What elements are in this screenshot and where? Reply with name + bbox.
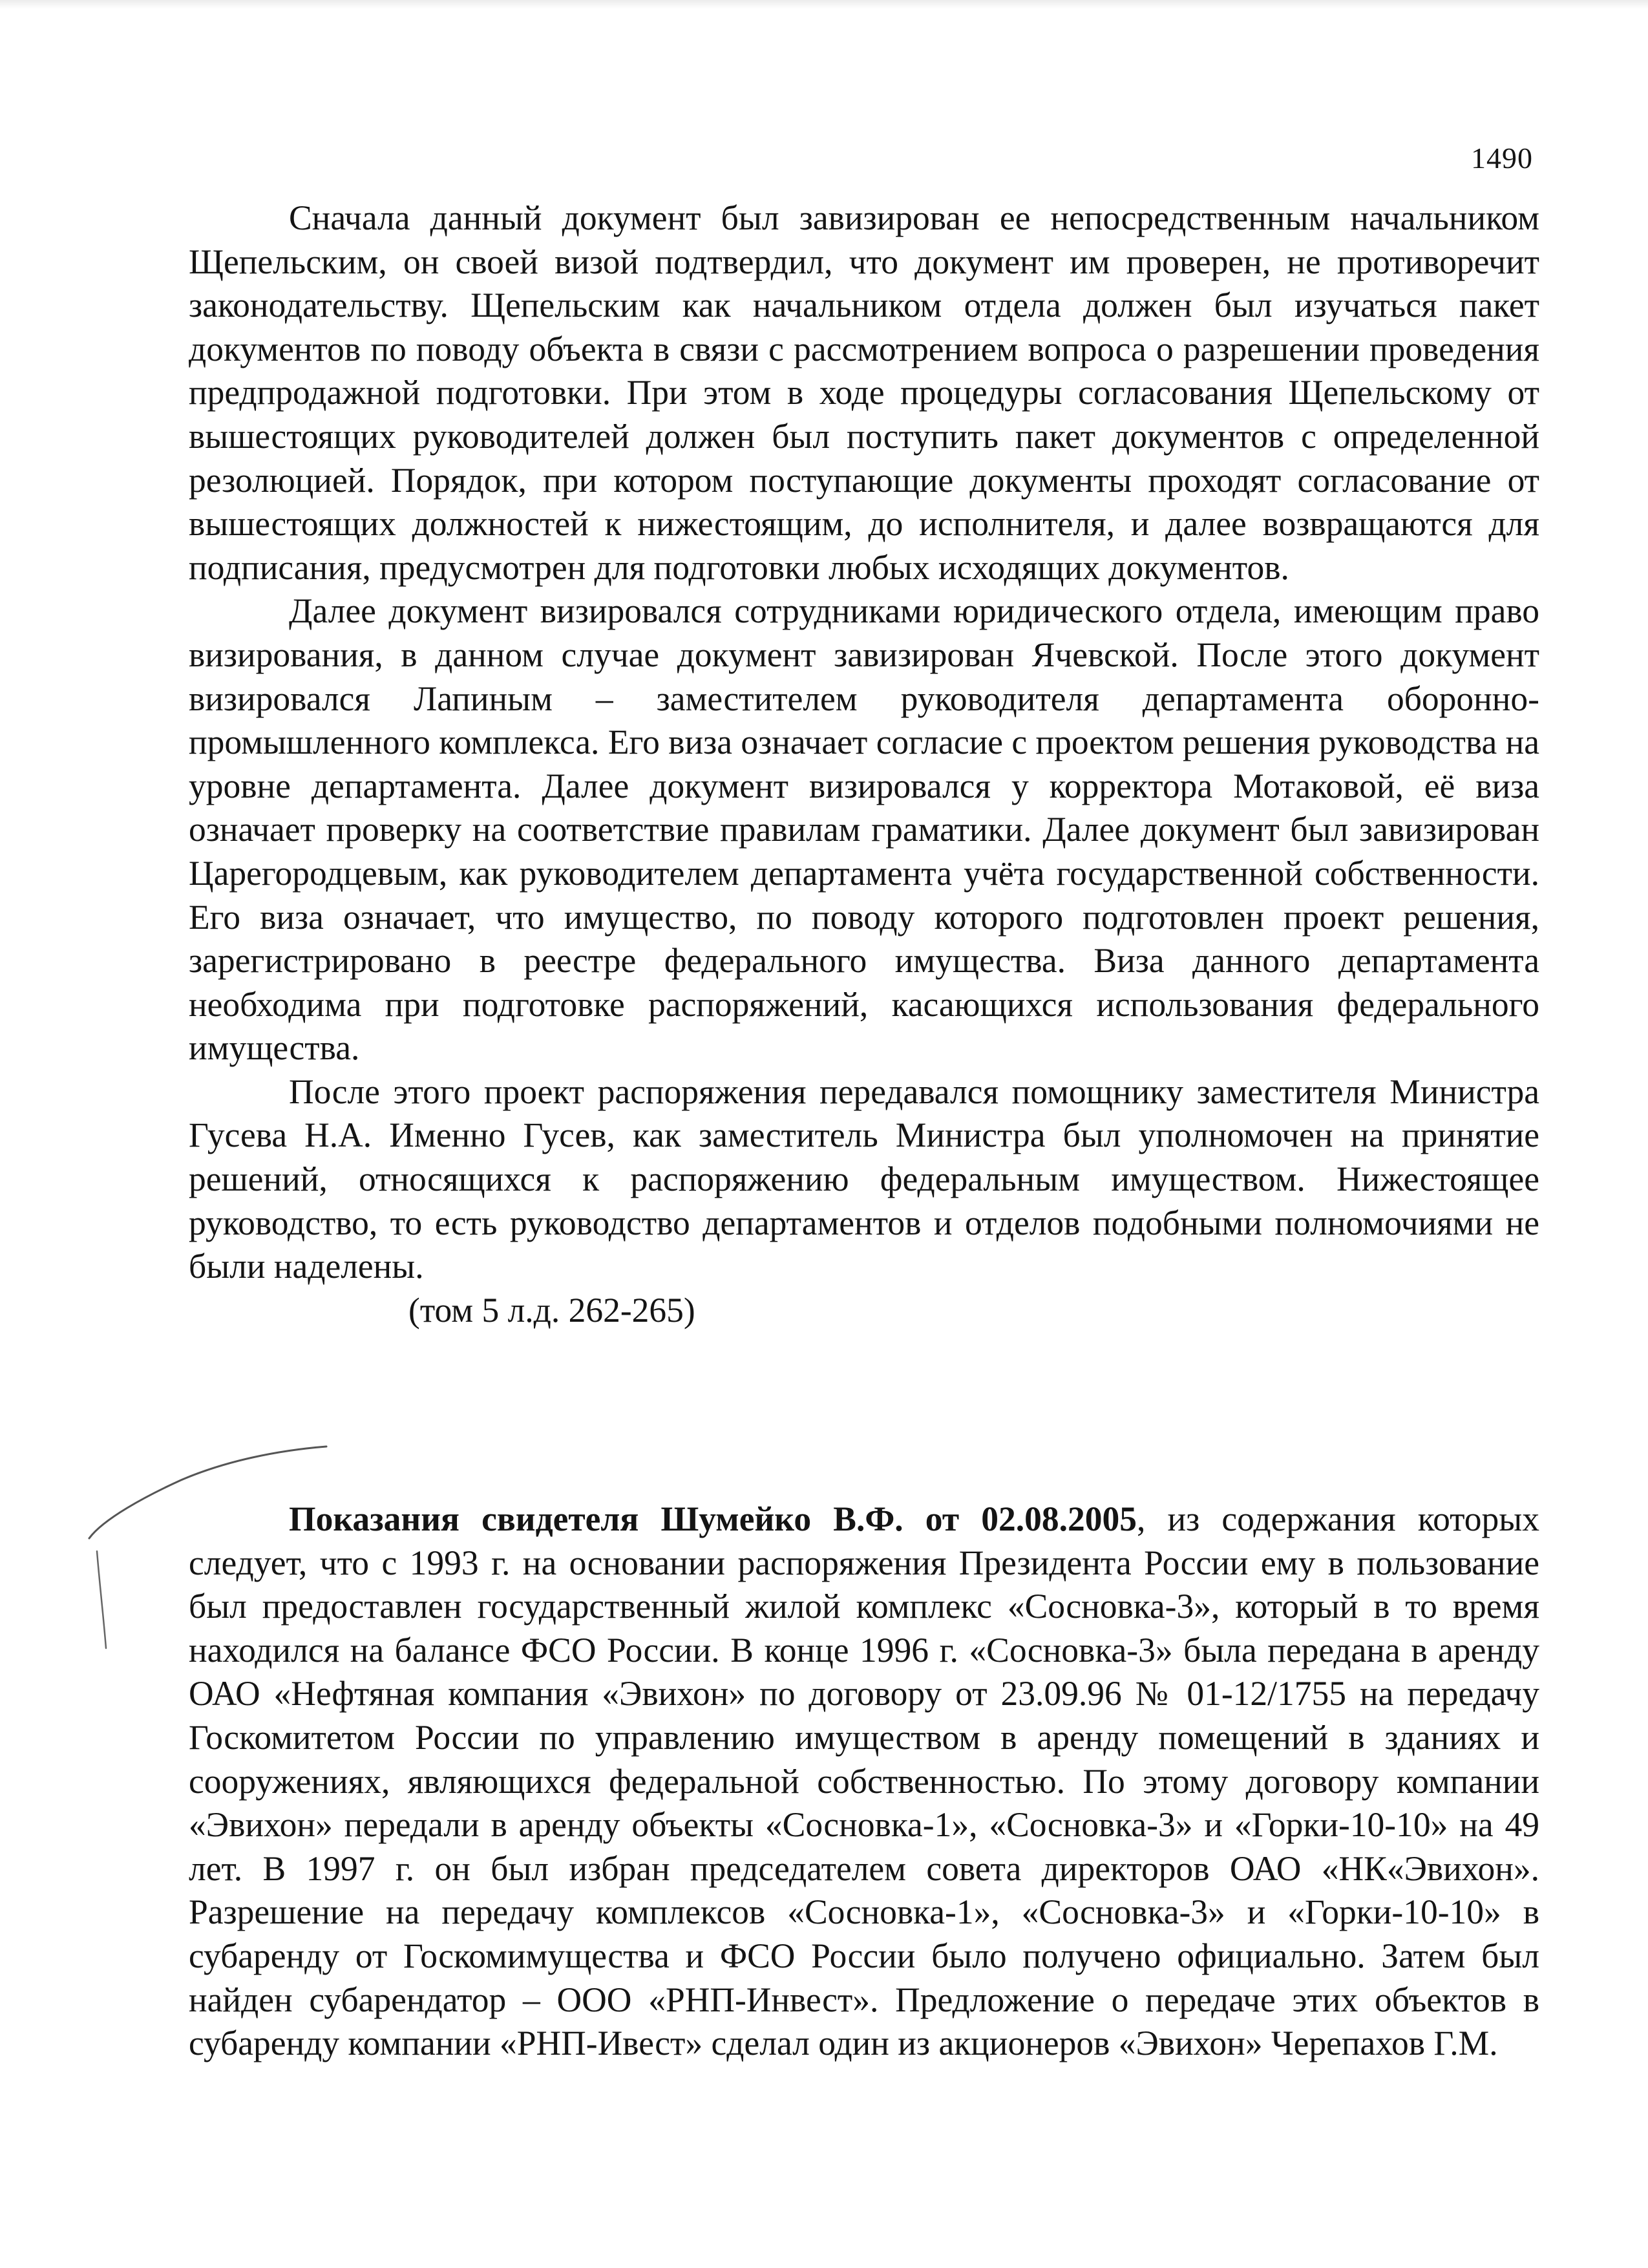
testimony-heading: Показания свидетеля Шумейко В.Ф. от 02.08.2005 — [289, 1500, 1137, 1538]
document-body-top — [189, 196, 1539, 1332]
document-body-bottom — [189, 1498, 1539, 2066]
paragraph-1: Сначала данный документ был завизирован ее непосредственным начальником Щепельским, он своей визой подтвердил, что документ им проверен, не противоречит законодательству. Щепельским как начальником отдела должен был изучаться пакет документов по поводу объекта в связи с рассмотрением вопроса о разрешении проведения предпродажной подготовки. При этом в ходе процедуры согласования Щепельскому от вышестоящих руководителей должен был поступить пакет документов с определенной резолюцией. Порядок, при котором поступающие документы проходят согласование от вышестоящих должностей к нижестоящим, до исполнителя, и далее возвращаются для подписания, предусмотрен для подготовки любых исходящих документов. — [189, 198, 1539, 587]
scan-edge — [0, 0, 1648, 9]
page-number: 1490 — [1471, 142, 1533, 175]
paragraph-2: Далее документ визировался сотрудниками юридического отдела, имеющим право визирования, в данном случае документ завизирован Ячевской. После этого документ визировался Лапиным – заместителем руководителя департамента оборонно-промышленного комплекса. Его виза означает согласие с проектом решения руководства на уровне департамента. Далее документ визировался у корректора Мотаковой, её виза означает проверку на соответствие правилам граматики. Далее документ был завизирован Царегородцевым, как руководителем департамента учёта государственной собственности. Его виза означает, что имущество, по поводу которого подготовлен проект решения, зарегистрировано в реестре федерального имущества. Виза данного департамента необходима при подготовке распоряжений, касающихся использования федерального имущества. — [189, 591, 1539, 1068]
volume-reference: (том 5 л.д. 262-265) — [408, 1290, 695, 1330]
paragraph-3: После этого проект распоряжения передавался помощнику заместителя Министра Гусева Н.А. Именно Гусев, как заместитель Министра был уполномочен на принятие решений, относящихся к распоряжению федеральным имуществом. Нижестоящее руководство, то есть руководство департаментов и отделов подобными полномочиями не были наделены. — [189, 1072, 1539, 1286]
testimony-body: , из содержания которых следует, что с 1993 г. на основании распоряжения Президента России ему в пользование был предоставлен государственный жилой комплекс «Сосновка-3», который в то время находился на балансе ФСО России. В конце 1996 г. «Сосновка-3» была передана в аренду ОАО «Нефтяная компания «Эвихон» по договору от 23.09.96 № 01-12/1755 на передачу Госкомитетом России по управлению имуществом в аренду помещений в зданиях и сооружениях, являющихся федеральной собственностью. По этому договору компании «Эвихон» передали в аренду объекты «Сосновка-1», «Сосновка-3» и «Горки-10-10» на 49 лет. В 1997 г. он был избран председателем совета директоров ОАО «НК«Эвихон». Разрешение на передачу комплексов «Сосновка-1», «Сосновка-3» и «Горки-10-10» в субаренду от Госкомимущества и ФСО России было получено официально. Затем был найден субарендатор – ООО «РНП-Инвест». Предложение о передаче этих объектов в субаренду компании «РНП-Ивест» сделал один из акционеров «Эвихон» Черепахов Г.М. — [189, 1500, 1539, 2063]
testimony-paragraph — [189, 1498, 1539, 2066]
